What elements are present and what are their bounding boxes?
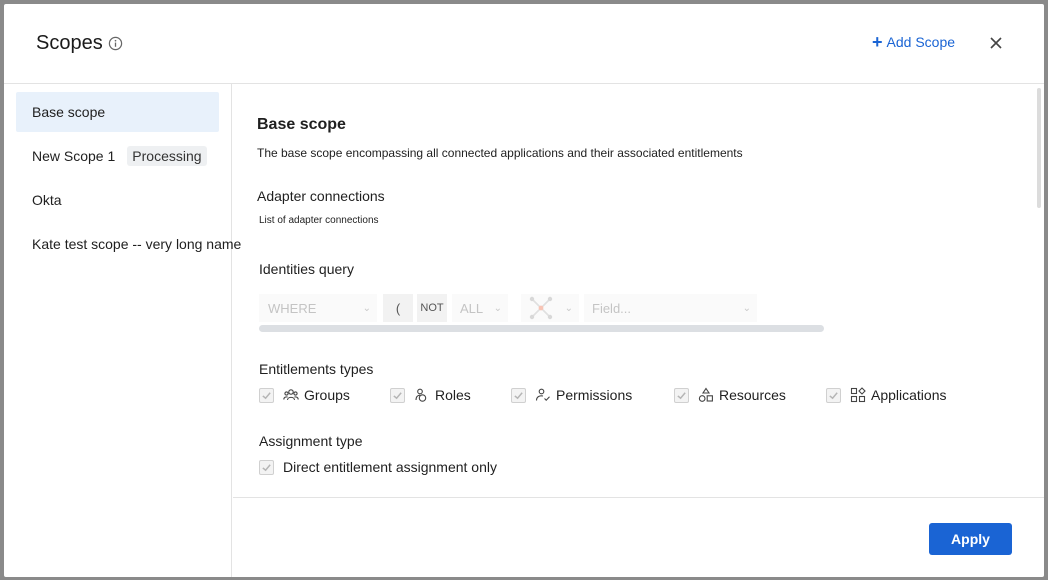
- dialog-title: Scopes: [36, 32, 103, 54]
- groups-icon: [283, 387, 299, 403]
- sidebar-item-label: Kate test scope -- very long name: [32, 236, 242, 252]
- entitlement-label: Resources: [719, 387, 786, 403]
- resources-icon: [698, 387, 714, 403]
- where-select-value: WHERE: [268, 300, 317, 316]
- applications-icon: [850, 387, 866, 403]
- all-select[interactable]: [452, 294, 508, 322]
- check-icon: [261, 462, 272, 473]
- entitlement-label: Permissions: [556, 387, 633, 403]
- network-icon: [528, 295, 554, 321]
- applications-checkbox[interactable]: [826, 388, 841, 403]
- status-badge: Processing: [127, 146, 206, 166]
- sidebar-item-new-scope-1[interactable]: [16, 136, 219, 176]
- field-select[interactable]: [584, 294, 757, 322]
- check-icon: [392, 390, 403, 401]
- sidebar-item-label: Okta: [32, 192, 62, 208]
- operator-select[interactable]: [521, 294, 579, 322]
- adapter-connections-title: Adapter connections: [257, 188, 385, 204]
- all-select-value: ALL: [460, 300, 484, 316]
- where-select[interactable]: [259, 294, 377, 322]
- add-scope-label: Add Scope: [886, 34, 956, 50]
- open-paren-toggle[interactable]: [383, 294, 413, 322]
- groups-checkbox[interactable]: [259, 388, 274, 403]
- scopes-sidebar: [4, 84, 242, 577]
- query-scrollbar[interactable]: [259, 325, 824, 332]
- sidebar-item-kate-test-scope[interactable]: [16, 224, 242, 264]
- identities-query-builder: [259, 294, 824, 332]
- chevron-down-icon: ⌄: [493, 302, 502, 314]
- entitlement-resources[interactable]: [674, 387, 786, 403]
- entitlements-types-list: [259, 387, 1019, 411]
- scope-title: Base scope: [257, 116, 346, 133]
- scope-details: [233, 84, 1044, 497]
- direct-assignment-label: Direct entitlement assignment only: [283, 459, 497, 475]
- close-icon[interactable]: [988, 35, 1004, 51]
- check-icon: [513, 390, 524, 401]
- not-toggle[interactable]: [417, 294, 447, 322]
- dialog-footer: [233, 497, 1044, 577]
- entitlement-roles[interactable]: [390, 387, 471, 403]
- permissions-checkbox[interactable]: [511, 388, 526, 403]
- open-paren-label: (: [395, 300, 401, 316]
- apply-button[interactable]: Apply: [929, 523, 1012, 555]
- resources-checkbox[interactable]: [674, 388, 689, 403]
- adapter-connections-subtitle: List of adapter connections: [259, 215, 379, 226]
- check-icon: [828, 390, 839, 401]
- info-icon[interactable]: [108, 36, 123, 51]
- entitlement-label: Applications: [871, 387, 947, 403]
- identities-query-title: Identities query: [259, 261, 354, 277]
- direct-assignment-checkbox[interactable]: [259, 460, 274, 475]
- sidebar-item-label: Base scope: [32, 104, 106, 120]
- entitlement-label: Groups: [304, 387, 350, 403]
- chevron-down-icon: ⌄: [362, 302, 371, 314]
- permissions-icon: [535, 387, 551, 403]
- sidebar-item-base-scope[interactable]: [16, 92, 219, 132]
- field-select-placeholder: Field...: [592, 300, 632, 316]
- scopes-dialog: [4, 4, 1044, 577]
- not-toggle-label: NOT: [420, 302, 444, 314]
- assignment-type-title: Assignment type: [259, 433, 363, 449]
- entitlement-groups[interactable]: [259, 387, 350, 403]
- roles-checkbox[interactable]: [390, 388, 405, 403]
- sidebar-item-label: New Scope 1: [32, 148, 116, 164]
- entitlement-applications[interactable]: [826, 387, 947, 403]
- entitlement-permissions[interactable]: [511, 387, 632, 403]
- check-icon: [261, 390, 272, 401]
- roles-icon: [414, 387, 430, 403]
- chevron-down-icon: ⌄: [564, 302, 573, 314]
- entitlements-types-title: Entitlements types: [259, 361, 374, 377]
- chevron-down-icon: ⌄: [742, 302, 751, 314]
- scope-description: The base scope encompassing all connected applications and their associated entitlements: [257, 146, 743, 160]
- check-icon: [676, 390, 687, 401]
- add-scope-button[interactable]: [872, 34, 955, 50]
- sidebar-item-okta[interactable]: [16, 180, 219, 220]
- entitlement-label: Roles: [435, 387, 471, 403]
- dialog-header: [4, 4, 1044, 84]
- content-scrollbar[interactable]: [1037, 88, 1041, 208]
- direct-assignment-option[interactable]: [259, 459, 497, 475]
- plus-icon: +: [872, 32, 883, 52]
